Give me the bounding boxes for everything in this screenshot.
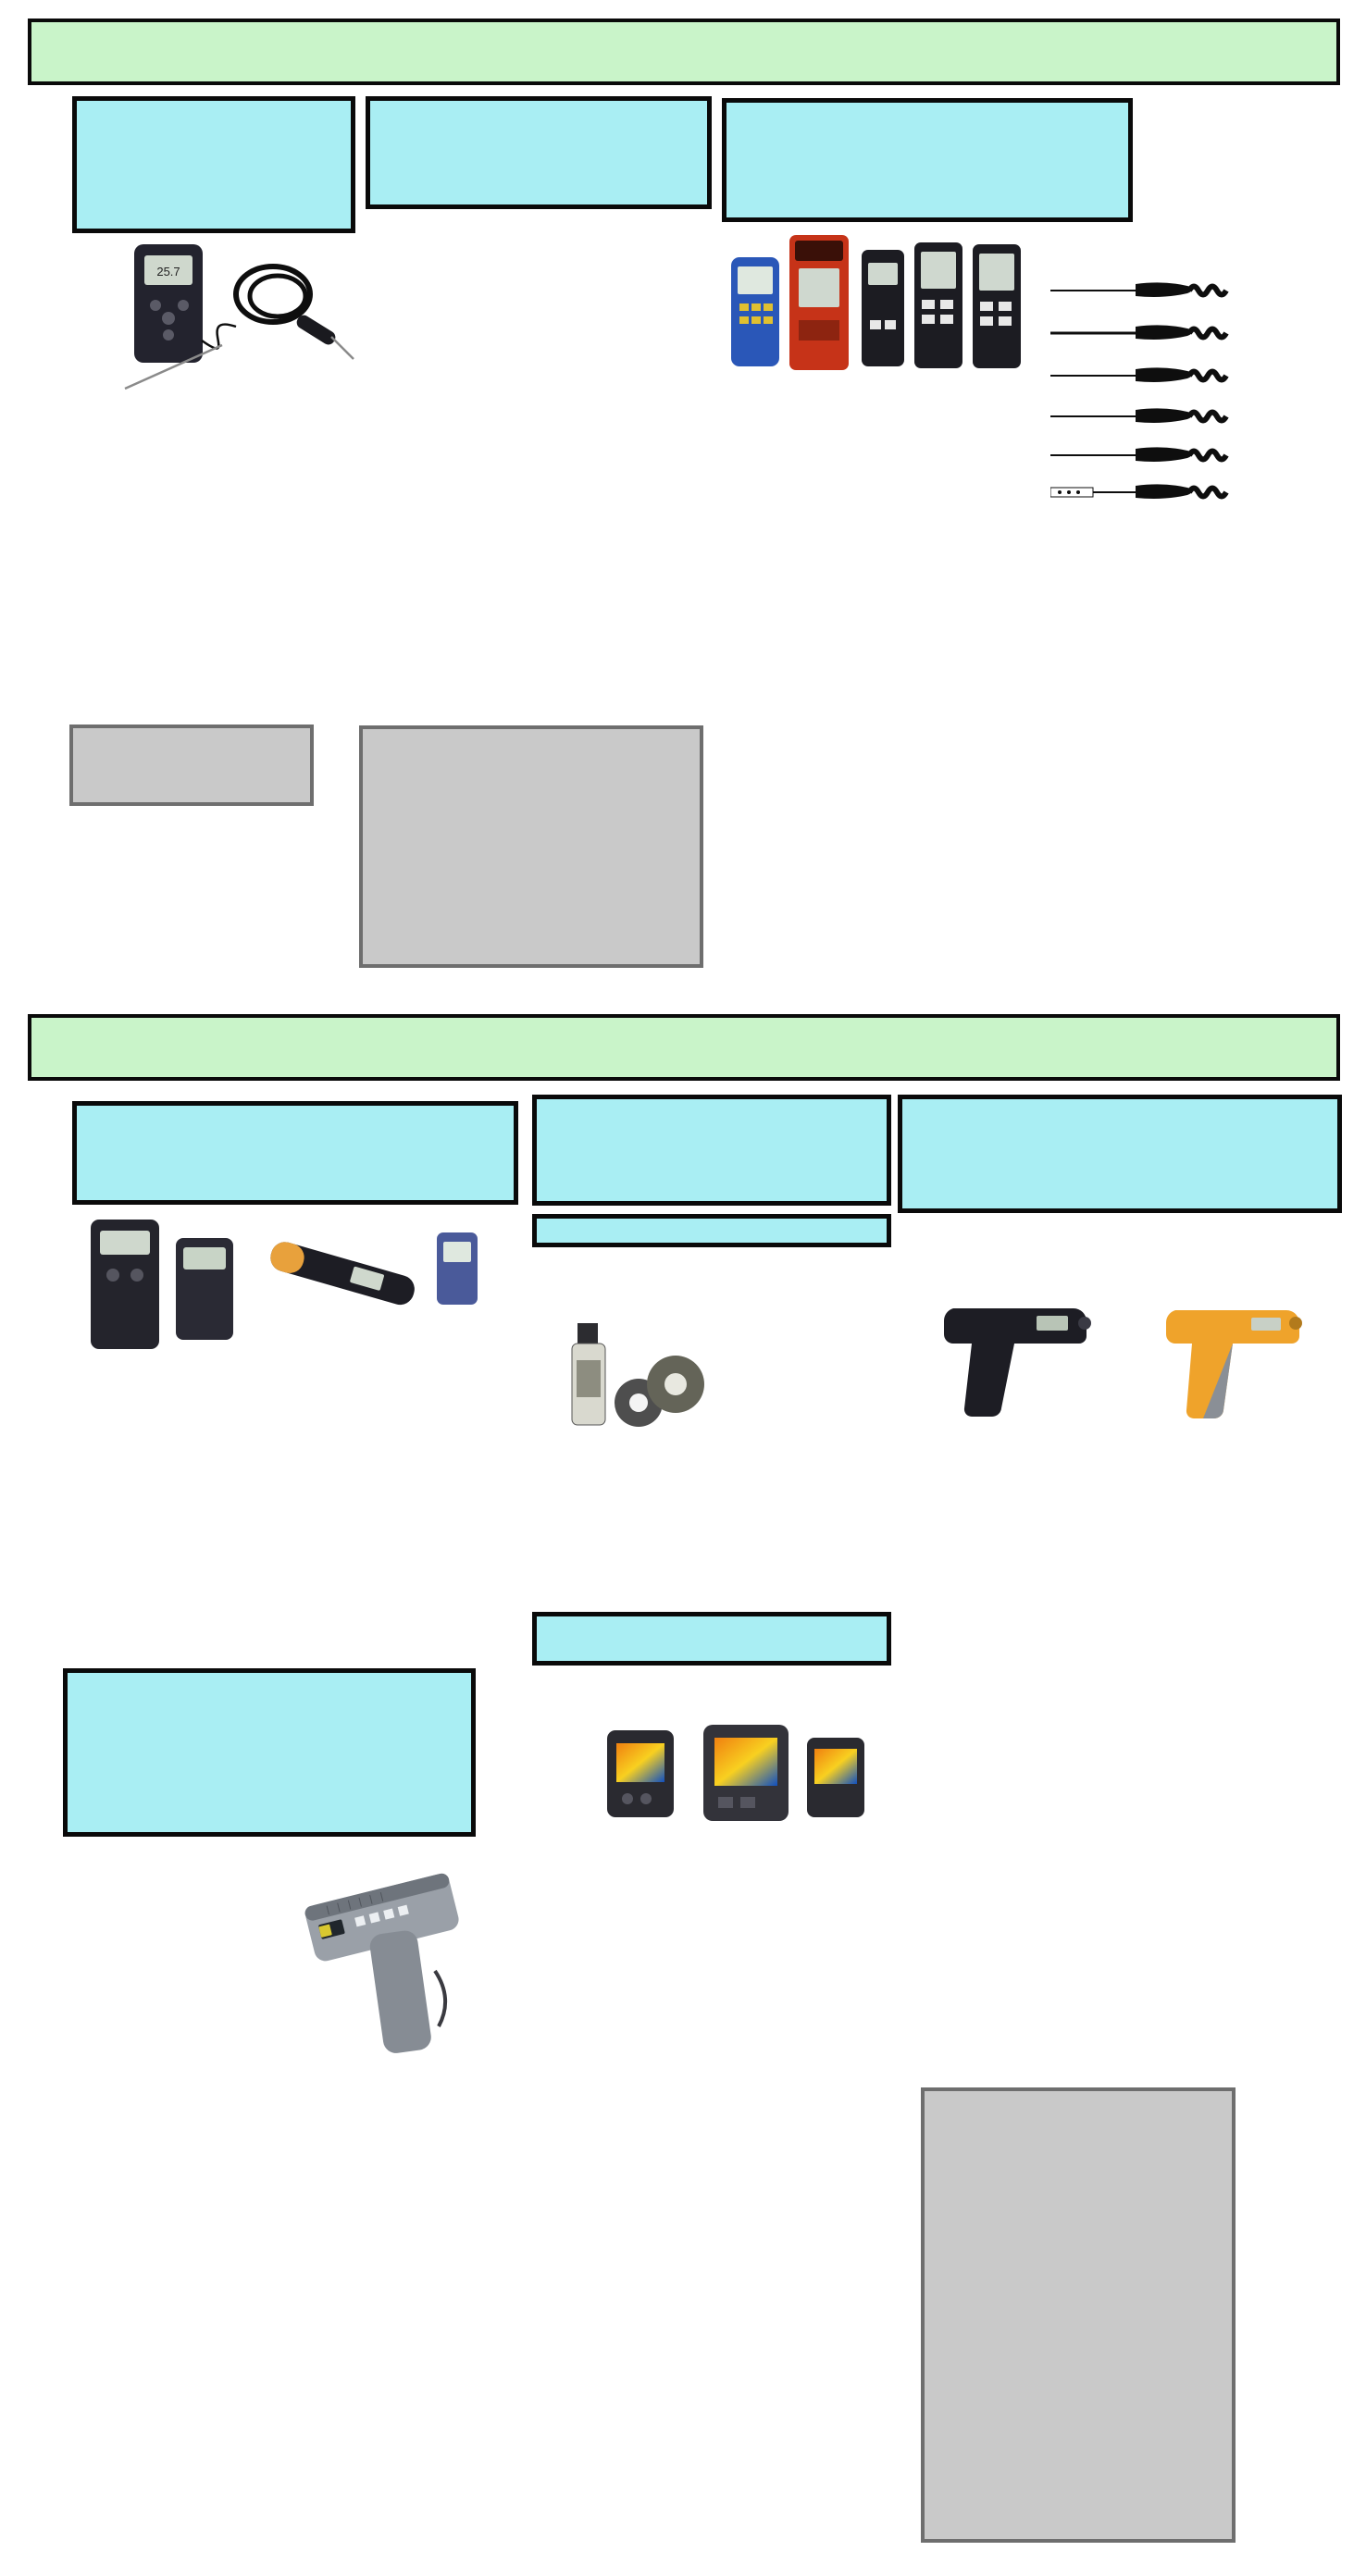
impa-box [921,2087,1236,2543]
infrared-thermometer-photo [74,1210,516,1358]
section-banner-digital-thermometer [28,19,1340,85]
thermosensors-header-box [366,96,712,209]
sika-header-box [722,98,1133,222]
highperf-header-box [63,1668,476,1837]
issa-box [69,724,314,806]
probe-fig [1050,282,1226,297]
black-gun [944,1308,1091,1417]
thermal-header-box [532,1612,891,1666]
highperf-pistol-photo [296,1851,481,2071]
orange-gun [1166,1310,1302,1418]
coating-header-box [532,1095,891,1206]
digitemp-box [359,725,703,968]
coating-korean-box [532,1214,891,1247]
handheld-header-box [898,1095,1342,1213]
svg-text:25.7: 25.7 [156,265,180,279]
coating-spray-photo [546,1321,713,1434]
digital-thermometer-header-box [72,96,355,233]
infrared-header-box [72,1101,518,1205]
sika-devices-photo [726,231,1032,372]
handheld-guns-photo [925,1282,1333,1421]
sensor-probes-figure [1050,274,1245,518]
section-banner-non-contact [28,1014,1340,1081]
thermal-imager-photo [574,1717,888,1830]
digital-thermometer-photo [83,239,361,394]
